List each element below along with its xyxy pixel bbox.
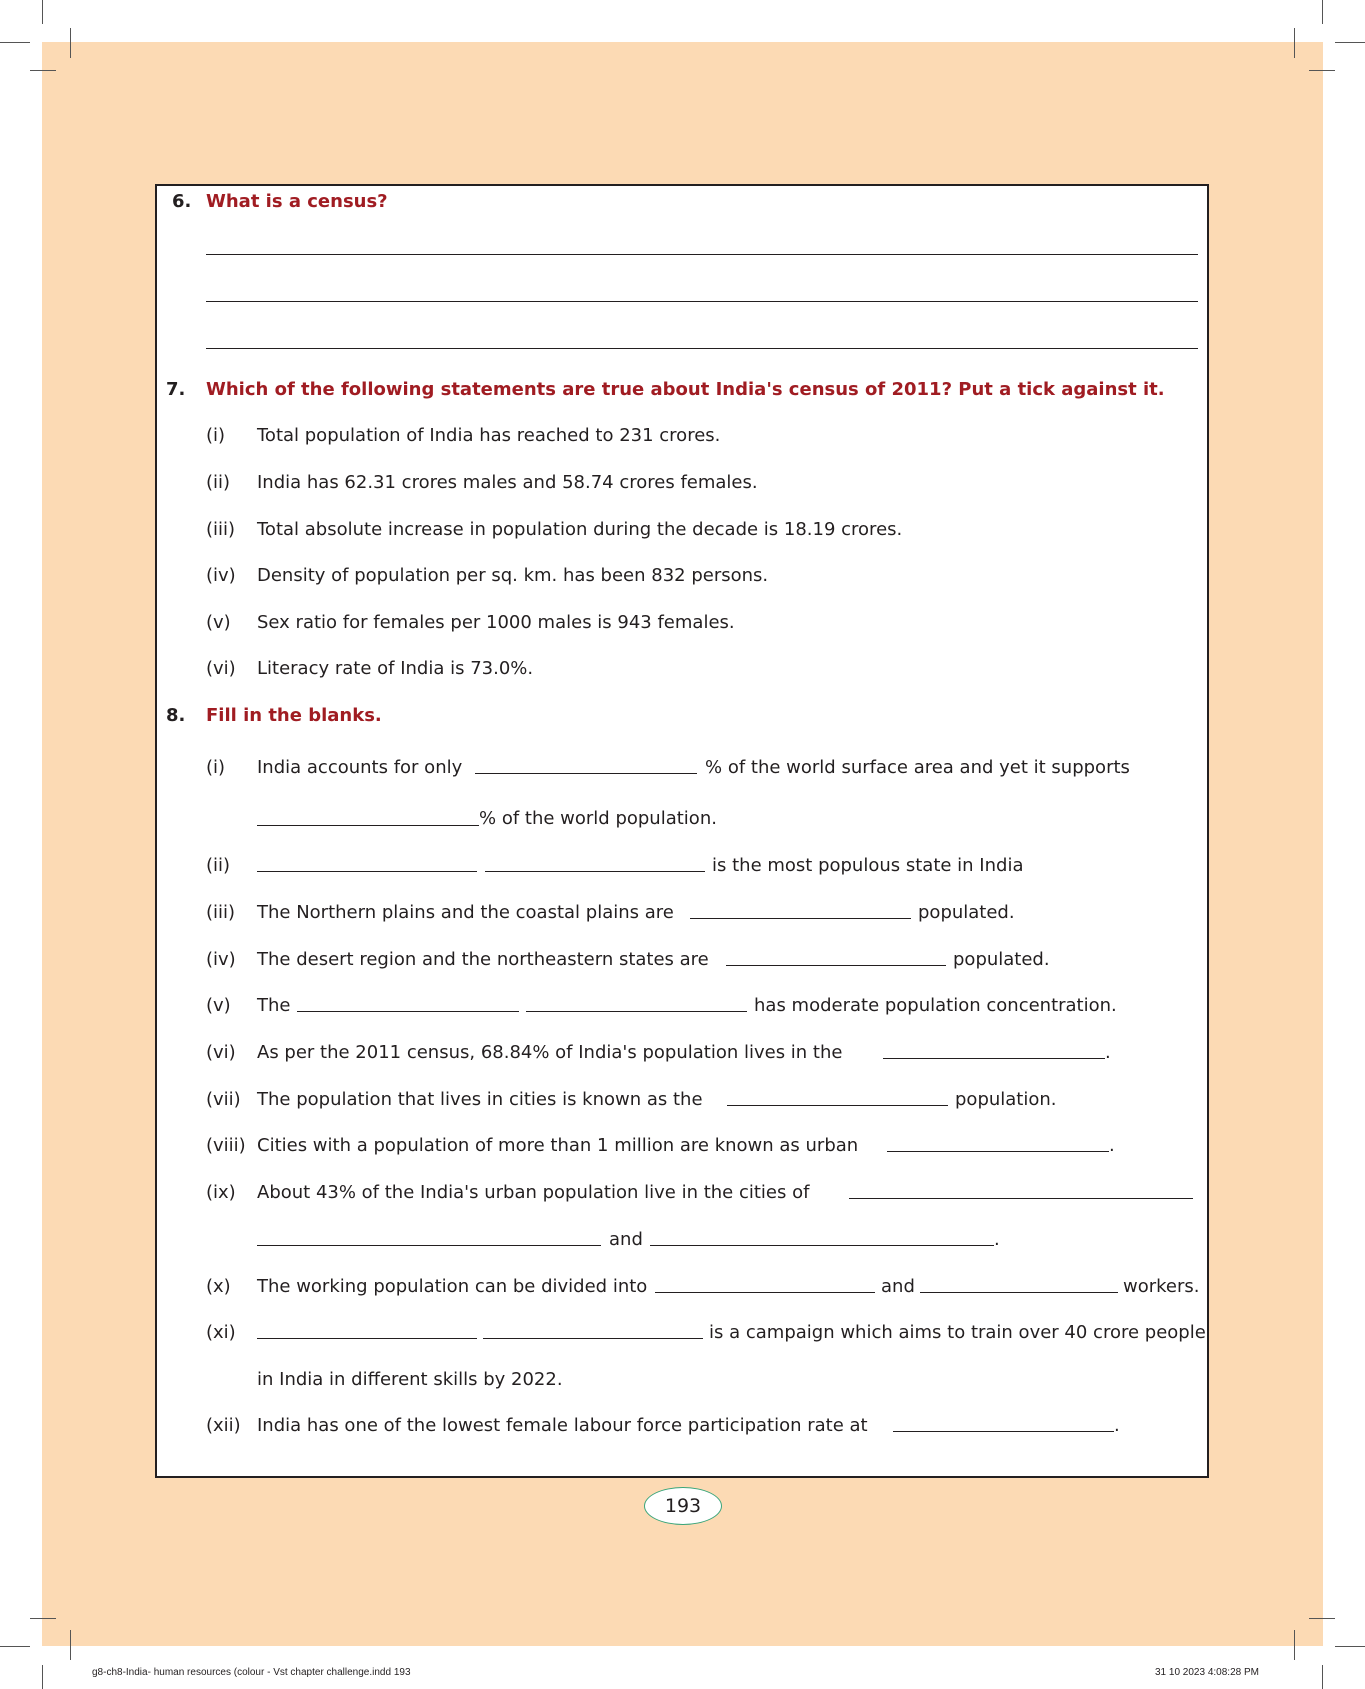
statement-roman: (vi) [206,658,236,679]
crop-mark [0,1646,30,1647]
blank-text: and [609,1229,643,1250]
blank-text: is the most populous state in India [712,855,1024,876]
page-number: 193 [644,1487,722,1525]
crop-mark [30,70,56,71]
fill-blank[interactable] [650,1245,994,1246]
blank-text: . [1105,1042,1111,1063]
blank-text: is a campaign which aims to train over 40 crore people [709,1322,1206,1343]
answer-line[interactable] [206,348,1198,349]
crop-mark [70,28,71,58]
statement-roman: (ii) [206,472,231,493]
statement-roman: (iv) [206,565,236,586]
fill-blank[interactable] [297,1011,519,1012]
crop-mark [1294,28,1295,58]
blank-roman: (v) [206,995,231,1016]
blank-roman: (x) [206,1276,231,1297]
question-8-number: 8. [166,705,186,726]
blank-roman: (ii) [206,855,231,876]
blank-text: The desert region and the northeastern states are [257,949,709,970]
fill-blank[interactable] [849,1198,1193,1199]
question-7-text: Which of the following statements are true about India's census of 2011? Put a tick against it. [206,379,1165,400]
question-8-text: Fill in the blanks. [206,705,382,726]
blank-text: The working population can be divided into [257,1276,648,1297]
blank-text: India accounts for only [257,757,463,778]
blank-text: and [881,1276,915,1297]
blank-roman: (vii) [206,1089,241,1110]
blank-text: % of the world surface area and yet it supports [705,757,1130,778]
blank-text: % of the world population. [479,808,717,829]
question-6-text: What is a census? [206,191,388,212]
crop-mark [1335,1646,1365,1647]
fill-blank[interactable] [475,773,697,774]
blank-text: populated. [918,902,1015,923]
answer-line[interactable] [206,254,1198,255]
blank-text: About 43% of the India's urban population live in the cities of [257,1182,810,1203]
blank-text: The Northern plains and the coastal plains are [257,902,674,923]
fill-blank[interactable] [727,1105,948,1106]
blank-roman: (xi) [206,1322,236,1343]
blank-roman: (i) [206,757,226,778]
statement-roman: (i) [206,425,226,446]
blank-roman: (vi) [206,1042,236,1063]
crop-mark [1322,1665,1323,1689]
blank-text: workers. [1123,1276,1200,1297]
fill-blank[interactable] [655,1292,875,1293]
statement-text[interactable]: Total population of India has reached to 231 crores. [257,425,721,446]
crop-mark [1309,1618,1335,1619]
crop-mark [70,1630,71,1660]
crop-mark [30,1618,56,1619]
statement-roman: (iii) [206,519,236,540]
fill-blank[interactable] [485,871,705,872]
crop-mark [0,42,30,43]
fill-blank[interactable] [257,825,479,826]
answer-line[interactable] [206,301,1198,302]
fill-blank[interactable] [893,1431,1114,1432]
fill-blank[interactable] [726,965,946,966]
statement-text[interactable]: Total absolute increase in population during the decade is 18.19 crores. [257,519,903,540]
fill-blank[interactable] [883,1058,1105,1059]
blank-roman: (iii) [206,902,236,923]
blank-text: populated. [953,949,1050,970]
blank-roman: (xii) [206,1415,241,1436]
statement-text[interactable]: Density of population per sq. km. has been 832 persons. [257,565,769,586]
question-7-number: 7. [166,379,186,400]
crop-mark [1294,1630,1295,1660]
blank-text: India has one of the lowest female labour force participation rate at [257,1415,868,1436]
blank-text: . [1114,1415,1120,1436]
crop-mark [42,1665,43,1689]
blank-roman: (viii) [206,1135,246,1156]
crop-mark [1309,70,1335,71]
blank-text: in India in different skills by 2022. [257,1369,563,1390]
blank-text: As per the 2011 census, 68.84% of India's population lives in the [257,1042,843,1063]
crop-mark [42,0,43,24]
blank-text: Cities with a population of more than 1 million are known as urban [257,1135,859,1156]
blank-text: . [1109,1135,1115,1156]
fill-blank[interactable] [887,1151,1109,1152]
statement-text[interactable]: Literacy rate of India is 73.0%. [257,658,534,679]
blank-text: population. [955,1089,1057,1110]
fill-blank[interactable] [920,1292,1118,1293]
footer-timestamp: 31 10 2023 4:08:28 PM [1155,1667,1259,1678]
blank-text: . [994,1229,1000,1250]
blank-text: The [257,995,291,1016]
blank-roman: (iv) [206,949,236,970]
fill-blank[interactable] [257,871,477,872]
statement-text[interactable]: India has 62.31 crores males and 58.74 crores females. [257,472,758,493]
fill-blank[interactable] [526,1011,747,1012]
question-6-number: 6. [172,191,192,212]
blank-text: The population that lives in cities is known as the [257,1089,703,1110]
blank-text: has moderate population concentration. [754,995,1117,1016]
statement-roman: (v) [206,612,231,633]
footer-filename: g8-ch8-India- human resources (colour - Vst chapter challenge.indd 193 [92,1667,411,1678]
fill-blank[interactable] [483,1338,703,1339]
crop-mark [1335,42,1365,43]
statement-text[interactable]: Sex ratio for females per 1000 males is 943 females. [257,612,735,633]
fill-blank[interactable] [257,1245,601,1246]
blank-roman: (ix) [206,1182,236,1203]
fill-blank[interactable] [690,918,911,919]
fill-blank[interactable] [257,1338,477,1339]
crop-mark [1322,0,1323,24]
